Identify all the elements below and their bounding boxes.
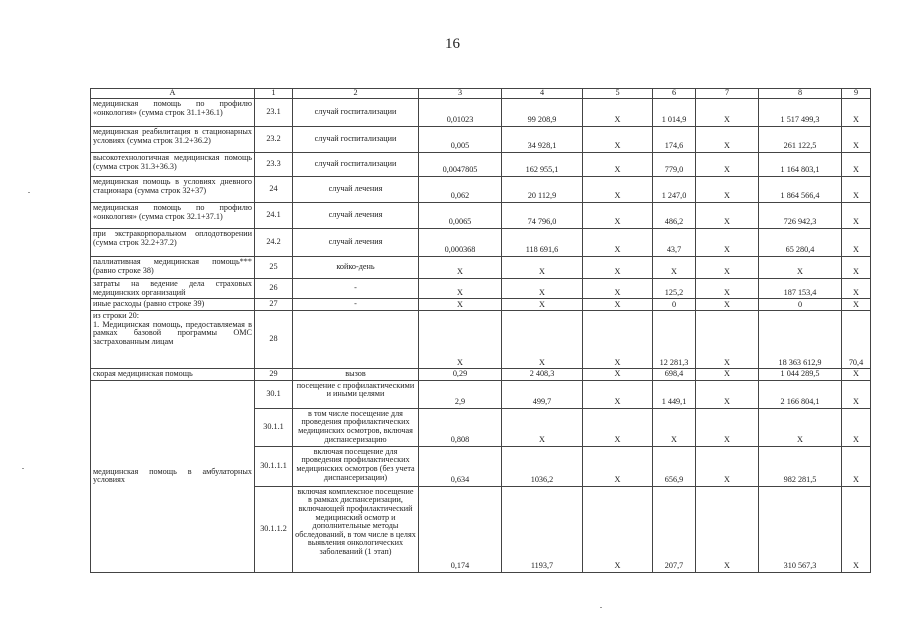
table-row: [91, 257, 871, 279]
row-unit: включая посещение для проведения профилактических медицинских осмотров (без учета диспансеризации): [293, 446, 419, 486]
value-cell: 2 408,3: [502, 369, 583, 381]
value-cell: 656,9: [653, 446, 696, 486]
value-cell: 187 153,4: [759, 279, 842, 299]
value-cell: Х: [842, 380, 871, 408]
row-unit: посещение с профилактическими и иными целями: [293, 380, 419, 408]
value-cell: 1 164 803,1: [759, 153, 842, 177]
value-cell: Х: [842, 299, 871, 311]
value-cell: 310 567,3: [759, 486, 842, 572]
row-name-line: из строки 20:: [93, 311, 140, 321]
row-code: 30.1: [255, 380, 293, 408]
col-header: 5: [583, 89, 653, 99]
row-unit: случай госпитализации: [293, 99, 419, 127]
value-cell: 34 928,1: [502, 127, 583, 153]
value-cell: 0,000368: [419, 229, 502, 257]
row-unit: [293, 311, 419, 369]
value-cell: 0,634: [419, 446, 502, 486]
value-cell: 125,2: [653, 279, 696, 299]
row-code: 30.1.1.2: [255, 486, 293, 572]
value-cell: Х: [502, 299, 583, 311]
value-cell: 0,01023: [419, 99, 502, 127]
value-cell: Х: [696, 99, 759, 127]
table-row: [91, 229, 871, 257]
col-header: 8: [759, 89, 842, 99]
value-cell: Х: [842, 369, 871, 381]
value-cell: 1193,7: [502, 486, 583, 572]
value-cell: Х: [842, 408, 871, 446]
row-code: 25: [255, 257, 293, 279]
value-cell: 162 955,1: [502, 153, 583, 177]
table-row: [91, 153, 871, 177]
value-cell: Х: [696, 257, 759, 279]
value-cell: Х: [583, 446, 653, 486]
value-cell: Х: [842, 279, 871, 299]
tariff-table: [90, 88, 871, 573]
row-code: 26: [255, 279, 293, 299]
value-cell: Х: [502, 311, 583, 369]
value-cell: 0: [653, 299, 696, 311]
row-name: паллиативная медицинская помощь*** (равно строке 38): [91, 257, 255, 279]
value-cell: Х: [696, 369, 759, 381]
row-code: 23.2: [255, 127, 293, 153]
value-cell: Х: [419, 257, 502, 279]
value-cell: 0: [759, 299, 842, 311]
value-cell: 12 281,3: [653, 311, 696, 369]
col-header: 9: [842, 89, 871, 99]
value-cell: 726 942,3: [759, 203, 842, 229]
row-name-line: 1. Медицинская помощь, предоставляемая в рамках базовой программы ОМС застрахованным лицам: [93, 319, 252, 347]
value-cell: 499,7: [502, 380, 583, 408]
row-name: медицинская помощь в амбулаторных условиях: [91, 380, 255, 572]
value-cell: Х: [696, 311, 759, 369]
row-unit: в том числе посещение для проведения профилактических медицинских осмотров, включая диспансеризацию: [293, 408, 419, 446]
value-cell: Х: [583, 369, 653, 381]
value-cell: 99 208,9: [502, 99, 583, 127]
table-row: [91, 127, 871, 153]
table-row: [91, 177, 871, 203]
value-cell: Х: [696, 408, 759, 446]
row-unit: случай госпитализации: [293, 153, 419, 177]
value-cell: 982 281,5: [759, 446, 842, 486]
row-code: 29: [255, 369, 293, 381]
value-cell: 1 864 566,4: [759, 177, 842, 203]
value-cell: 261 122,5: [759, 127, 842, 153]
row-unit: случай госпитализации: [293, 127, 419, 153]
row-code: 23.1: [255, 99, 293, 127]
col-header: 2: [293, 89, 419, 99]
value-cell: 65 280,4: [759, 229, 842, 257]
value-cell: Х: [696, 153, 759, 177]
value-cell: 2,9: [419, 380, 502, 408]
row-name: иные расходы (равно строке 39): [91, 299, 255, 311]
value-cell: Х: [842, 257, 871, 279]
row-code: 24.1: [255, 203, 293, 229]
value-cell: 1 449,1: [653, 380, 696, 408]
row-unit: случай лечения: [293, 177, 419, 203]
col-header: 7: [696, 89, 759, 99]
col-header: 3: [419, 89, 502, 99]
row-name: высокотехнологичная медицинская помощь (сумма строк 31.3+36.3): [91, 153, 255, 177]
value-cell: 0,0065: [419, 203, 502, 229]
value-cell: Х: [583, 380, 653, 408]
value-cell: Х: [583, 177, 653, 203]
value-cell: 18 363 612,9: [759, 311, 842, 369]
row-unit: вызов: [293, 369, 419, 381]
value-cell: 2 166 804,1: [759, 380, 842, 408]
value-cell: Х: [696, 177, 759, 203]
value-cell: 174,6: [653, 127, 696, 153]
scan-speck: [22, 468, 24, 469]
value-cell: 1 014,9: [653, 99, 696, 127]
col-header: А: [91, 89, 255, 99]
row-name: [91, 311, 255, 369]
value-cell: 486,2: [653, 203, 696, 229]
row-name: медицинская реабилитация в стационарных условиях (сумма строк 31.2+36.2): [91, 127, 255, 153]
value-cell: Х: [696, 299, 759, 311]
table-row: [91, 203, 871, 229]
value-cell: 698,4: [653, 369, 696, 381]
value-cell: Х: [696, 279, 759, 299]
value-cell: Х: [759, 408, 842, 446]
value-cell: 0,062: [419, 177, 502, 203]
value-cell: 74 796,0: [502, 203, 583, 229]
table-row: [91, 279, 871, 299]
row-name: медицинская помощь по профилю «онкология» (сумма строк 31.1+36.1): [91, 99, 255, 127]
value-cell: Х: [842, 229, 871, 257]
value-cell: Х: [583, 486, 653, 572]
value-cell: Х: [696, 127, 759, 153]
value-cell: 0,29: [419, 369, 502, 381]
value-cell: Х: [583, 311, 653, 369]
value-cell: Х: [696, 486, 759, 572]
value-cell: Х: [583, 203, 653, 229]
value-cell: Х: [842, 203, 871, 229]
col-header: 1: [255, 89, 293, 99]
value-cell: Х: [583, 229, 653, 257]
col-header: 4: [502, 89, 583, 99]
row-name: медицинская помощь в условиях дневного стационара (сумма строк 32+37): [91, 177, 255, 203]
value-cell: Х: [583, 408, 653, 446]
table-row: [91, 369, 871, 381]
value-cell: Х: [502, 279, 583, 299]
value-cell: 0,174: [419, 486, 502, 572]
value-cell: Х: [583, 127, 653, 153]
value-cell: 1036,2: [502, 446, 583, 486]
value-cell: Х: [419, 311, 502, 369]
value-cell: Х: [696, 380, 759, 408]
value-cell: Х: [502, 408, 583, 446]
table-row: [91, 299, 871, 311]
scan-speck: [28, 192, 30, 193]
value-cell: Х: [583, 299, 653, 311]
row-unit: случай лечения: [293, 203, 419, 229]
value-cell: Х: [842, 127, 871, 153]
value-cell: Х: [583, 257, 653, 279]
table-row: [91, 99, 871, 127]
row-code: 27: [255, 299, 293, 311]
row-unit: -: [293, 279, 419, 299]
row-code: 30.1.1: [255, 408, 293, 446]
value-cell: 118 691,6: [502, 229, 583, 257]
value-cell: 43,7: [653, 229, 696, 257]
value-cell: Х: [583, 279, 653, 299]
row-code: 30.1.1.1: [255, 446, 293, 486]
value-cell: 0,005: [419, 127, 502, 153]
value-cell: 779,0: [653, 153, 696, 177]
row-name: медицинская помощь по профилю «онкология» (сумма строк 32.1+37.1): [91, 203, 255, 229]
value-cell: Х: [842, 153, 871, 177]
value-cell: 0,0047805: [419, 153, 502, 177]
table-row: [91, 380, 871, 408]
value-cell: Х: [842, 99, 871, 127]
value-cell: Х: [419, 299, 502, 311]
row-code: 23.3: [255, 153, 293, 177]
value-cell: Х: [759, 257, 842, 279]
value-cell: Х: [583, 153, 653, 177]
value-cell: 1 517 499,3: [759, 99, 842, 127]
header-row: [91, 89, 871, 99]
value-cell: 20 112,9: [502, 177, 583, 203]
row-name: при экстракорпоральном оплодотворении (сумма строк 32.2+37.2): [91, 229, 255, 257]
value-cell: 0,808: [419, 408, 502, 446]
value-cell: Х: [696, 446, 759, 486]
row-unit: -: [293, 299, 419, 311]
row-code: 24.2: [255, 229, 293, 257]
value-cell: Х: [696, 229, 759, 257]
scan-speck: [600, 607, 602, 608]
value-cell: Х: [842, 486, 871, 572]
value-cell: Х: [583, 99, 653, 127]
row-code: 24: [255, 177, 293, 203]
row-name: скорая медицинская помощь: [91, 369, 255, 381]
value-cell: Х: [842, 446, 871, 486]
row-name: затраты на ведение дела страховых медицинских организаций: [91, 279, 255, 299]
value-cell: 207,7: [653, 486, 696, 572]
page-number: 16: [445, 36, 460, 52]
value-cell: Х: [502, 257, 583, 279]
table-row: [91, 311, 871, 369]
value-cell: 70,4: [842, 311, 871, 369]
value-cell: Х: [696, 203, 759, 229]
value-cell: Х: [419, 279, 502, 299]
row-unit: случай лечения: [293, 229, 419, 257]
row-code: 28: [255, 311, 293, 369]
row-unit: включая комплексное посещение в рамках диспансеризации, включающей профилактический медицинский осмотр и дополнительные методы обследований, в том числе в целях выявления онкологических заболеваний (1 этап): [293, 486, 419, 572]
row-unit: койко-день: [293, 257, 419, 279]
value-cell: Х: [653, 257, 696, 279]
value-cell: 1 247,0: [653, 177, 696, 203]
value-cell: Х: [653, 408, 696, 446]
value-cell: Х: [842, 177, 871, 203]
value-cell: 1 044 289,5: [759, 369, 842, 381]
col-header: 6: [653, 89, 696, 99]
